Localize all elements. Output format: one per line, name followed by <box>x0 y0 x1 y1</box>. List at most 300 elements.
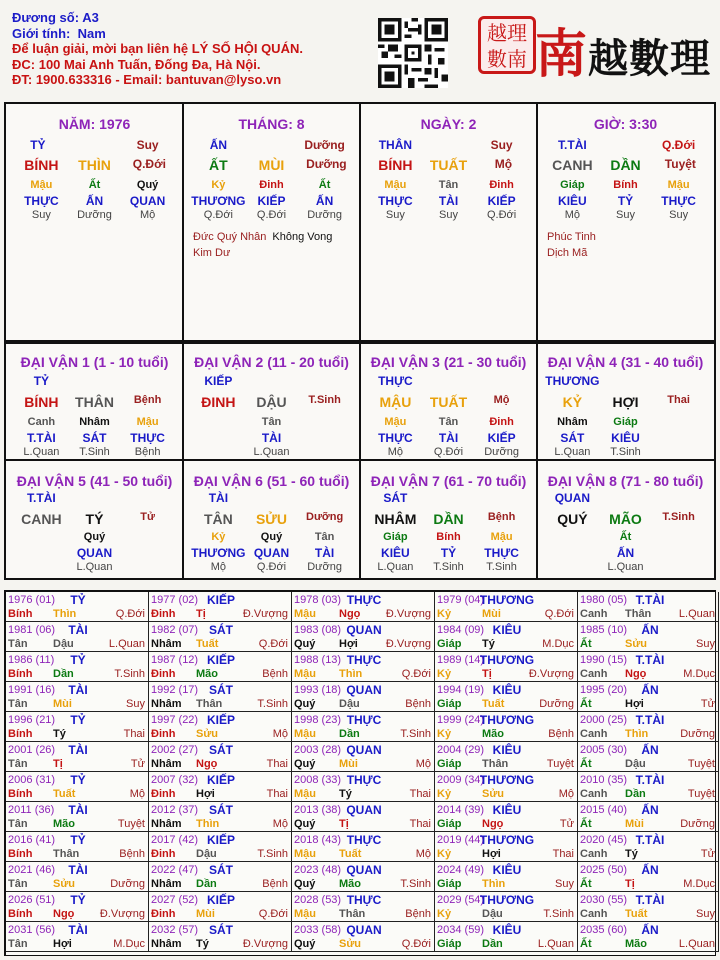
year-stem: Tân <box>8 698 28 710</box>
hidden-stem: Canh <box>27 416 56 428</box>
year-phase: L.Quan <box>678 608 715 620</box>
pillar-top-label: T.TÀI <box>558 138 587 152</box>
year-label: 1979 (04) <box>437 594 485 606</box>
year-label: 1990 (15) <box>580 654 628 666</box>
year-phase: Thai <box>266 758 288 770</box>
year-cell <box>435 682 578 712</box>
hidden-phase-row <box>6 561 183 577</box>
year-phase: Bệnh <box>262 878 288 890</box>
year-phase: Mộ <box>415 758 431 770</box>
hidden-stems-row <box>183 179 360 195</box>
year-phase: Mộ <box>272 818 288 830</box>
year-phase: Dưỡng <box>680 818 715 830</box>
year-label: 2000 (25) <box>580 714 628 726</box>
brand-logo <box>535 12 711 87</box>
year-stem: Mậu <box>294 848 316 860</box>
year-star: KIẾP <box>206 593 236 607</box>
hidden-star: SÁT <box>82 431 107 445</box>
hidden-phase: Suy <box>439 209 458 221</box>
year-label: 1992 (17) <box>151 684 199 696</box>
hidden-phase: Q.Đới <box>433 446 464 458</box>
hidden-phase: Mộ <box>139 209 156 221</box>
year-phase: Mộ <box>129 788 145 800</box>
year-star: THỰC <box>346 893 382 907</box>
dai-van-title: ĐẠI VẬN 6 (51 - 60 tuổi) <box>193 473 350 489</box>
year-star: SÁT <box>209 623 233 637</box>
year-stem: Nhâm <box>151 878 182 890</box>
year-branch: Sửu <box>482 788 505 800</box>
year-cell <box>435 712 578 742</box>
year-star: THỰC <box>346 593 382 607</box>
earthly-branch: DẬU <box>256 394 287 410</box>
dai-van-star-row <box>183 491 360 507</box>
year-stem: Quý <box>294 698 316 710</box>
branch-state: Tuyệt <box>664 157 696 171</box>
year-branch: Hợi <box>196 788 215 800</box>
year-label: 2005 (30) <box>580 744 628 756</box>
year-phase: L.Quan <box>537 938 574 950</box>
year-label: 1996 (21) <box>8 714 56 726</box>
hidden-star: THỰC <box>484 546 519 560</box>
year-cell <box>578 922 719 952</box>
year-star: ẤN <box>641 623 659 637</box>
year-branch: Ngọ <box>625 668 647 680</box>
year-star: THƯƠNG <box>479 833 535 847</box>
year-star: THỰC <box>346 713 382 727</box>
year-cell <box>292 622 435 652</box>
year-label: 2022 (47) <box>151 864 199 876</box>
pillar-extra-stars <box>547 230 596 245</box>
year-stem: Kỷ <box>437 848 452 860</box>
hidden-star: THỰC <box>378 431 413 445</box>
hidden-phase: T.Sinh <box>79 446 110 458</box>
hidden-phase-row <box>537 209 714 225</box>
year-phase: T.Sinh <box>257 848 288 860</box>
hidden-star: QUAN <box>129 194 166 208</box>
dai-van-title: ĐẠI VẬN 8 (71 - 80 tuổi) <box>547 473 704 489</box>
year-cell <box>578 652 719 682</box>
pillar-title: GIỜ: 3:30 <box>593 116 658 132</box>
year-phase: Q.Đới <box>115 608 145 620</box>
year-phase: T.Sinh <box>400 728 431 740</box>
hidden-stem: Mậu <box>384 179 407 191</box>
year-star: KIÊU <box>492 743 522 757</box>
year-phase: Đ.Vượng <box>385 608 431 620</box>
hidden-star-row <box>537 546 714 562</box>
year-star: THƯƠNG <box>479 593 535 607</box>
year-branch: Mùi <box>482 608 501 620</box>
year-phase: Tuyệt <box>117 818 145 830</box>
year-branch: Tuất <box>53 788 76 800</box>
extra-star: Dịch Mã <box>547 247 588 259</box>
year-cell <box>149 922 292 952</box>
year-cell <box>6 592 149 622</box>
hidden-star: KIẾP <box>487 194 516 208</box>
year-branch: Sửu <box>196 728 219 740</box>
hidden-stems-row <box>537 179 714 195</box>
dai-van-star-row <box>6 491 183 507</box>
year-branch: Thân <box>196 698 223 710</box>
year-stem: Giáp <box>437 818 462 830</box>
year-star: THƯƠNG <box>479 713 535 727</box>
year-star: KIẾP <box>206 713 236 727</box>
year-phase: Đ.Vượng <box>385 638 431 650</box>
year-branch: Ngọ <box>53 908 75 920</box>
year-cell <box>435 922 578 952</box>
dai-van-panel <box>4 342 716 580</box>
pillar-title: NĂM: 1976 <box>58 116 131 132</box>
year-branch: Tý <box>482 638 495 650</box>
dai-van-main-row <box>537 511 714 527</box>
year-phase: M.Dục <box>113 938 145 950</box>
hidden-star: ẤN <box>85 194 104 208</box>
year-phase: Suy <box>696 908 715 920</box>
hidden-star: KIÊU <box>611 431 640 445</box>
year-label: 1976 (01) <box>8 594 56 606</box>
year-phase: L.Quan <box>108 638 145 650</box>
year-phase: Bệnh <box>405 908 431 920</box>
seal-text: 越理數南 <box>487 21 527 71</box>
year-star: QUAN <box>346 863 382 877</box>
hidden-phase: Dưỡng <box>484 446 519 458</box>
year-phase: T.Sinh <box>543 908 574 920</box>
year-star: ẤN <box>641 683 659 697</box>
branch-phase: Bệnh <box>133 394 162 406</box>
year-phase: Đ.Vượng <box>528 668 574 680</box>
hidden-star: TỶ <box>440 546 457 560</box>
year-cell <box>292 652 435 682</box>
year-star: KIÊU <box>492 803 522 817</box>
dai-van-main-row <box>360 511 537 527</box>
extra-star: Phúc Tinh <box>547 231 596 243</box>
hidden-stems-row <box>6 179 183 195</box>
pillar-top-label: Suy <box>136 138 159 152</box>
pillar-extra-stars <box>193 246 230 261</box>
year-star: SÁT <box>209 923 233 937</box>
year-cell <box>6 682 149 712</box>
hidden-stars-row <box>6 194 183 210</box>
year-cell <box>149 772 292 802</box>
year-cell <box>292 742 435 772</box>
year-cell <box>6 712 149 742</box>
year-phase: Q.Đới <box>258 908 288 920</box>
year-stem: Bính <box>8 788 33 800</box>
year-label: 2003 (28) <box>294 744 342 756</box>
hidden-star: SÁT <box>560 431 585 445</box>
pillar-extra-stars <box>547 246 587 261</box>
year-star: QUAN <box>346 743 382 757</box>
year-stem: Bính <box>8 728 33 740</box>
year-phase: Tuyệt <box>687 758 715 770</box>
year-branch: Thìn <box>625 728 649 740</box>
year-branch: Dậu <box>625 758 646 770</box>
year-star: THƯƠNG <box>479 893 535 907</box>
year-stem: Canh <box>580 728 608 740</box>
year-label: 2019 (44) <box>437 834 485 846</box>
pillar-top-label: ẤN <box>209 138 228 152</box>
year-label: 2024 (49) <box>437 864 485 876</box>
hidden-phase: L.Quan <box>607 561 644 573</box>
hidden-star-row <box>183 431 360 447</box>
year-stem: Nhâm <box>151 818 182 830</box>
hidden-stars-row <box>537 194 714 210</box>
heavenly-stem: NHÂM <box>374 511 417 527</box>
hidden-stem: Ất <box>318 179 331 191</box>
year-phase: Mộ <box>272 728 288 740</box>
branch-phase: Thai <box>667 394 690 406</box>
dai-van-star-row <box>360 491 537 507</box>
year-label: 1980 (05) <box>580 594 628 606</box>
hidden-star: TÀI <box>438 194 459 208</box>
year-star: THƯƠNG <box>479 773 535 787</box>
year-cell <box>6 862 149 892</box>
year-branch: Mùi <box>196 908 215 920</box>
branch-phase: Tử <box>140 511 155 523</box>
hidden-stem: Ất <box>88 179 101 191</box>
year-stem: Canh <box>580 668 608 680</box>
hidden-stem: Nhâm <box>79 416 110 428</box>
year-phase: Suy <box>555 878 574 890</box>
year-branch: Dần <box>339 728 360 740</box>
heavenly-stem: QUÝ <box>557 511 588 527</box>
year-phase: Tử <box>130 758 145 770</box>
year-stem: Quý <box>294 878 316 890</box>
year-label: 2027 (52) <box>151 894 199 906</box>
address-line: ĐC: 100 Mai Anh Tuấn, Đống Đa, Hà Nội. <box>12 56 261 72</box>
year-star: T.TÀI <box>635 893 665 907</box>
year-stem: Đinh <box>151 908 176 920</box>
hidden-star: TỶ <box>617 194 634 208</box>
year-phase: Suy <box>696 638 715 650</box>
year-label: 2031 (56) <box>8 924 56 936</box>
year-cell <box>292 922 435 952</box>
year-cell <box>435 892 578 922</box>
dai-van-star: SÁT <box>383 491 408 505</box>
year-label: 2014 (39) <box>437 804 485 816</box>
pillar-column <box>537 104 714 340</box>
year-stem: Mậu <box>294 908 316 920</box>
year-label: 2004 (29) <box>437 744 485 756</box>
hidden-stem: Mậu <box>30 179 53 191</box>
year-phase: Tử <box>700 698 715 710</box>
hidden-star: KIẾP <box>487 431 516 445</box>
hidden-stem: Tân <box>261 416 282 428</box>
hidden-phase-row <box>537 446 714 462</box>
hidden-stem: Mậu <box>667 179 690 191</box>
year-stem: Quý <box>294 638 316 650</box>
pillar-top-label: Q.Đới <box>661 138 696 152</box>
year-cell <box>292 802 435 832</box>
year-cell <box>578 742 719 772</box>
hidden-stem-row <box>183 416 360 432</box>
year-label: 2001 (26) <box>8 744 56 756</box>
year-label: 1997 (22) <box>151 714 199 726</box>
year-label: 2018 (43) <box>294 834 342 846</box>
hidden-star: THƯƠNG <box>191 546 246 560</box>
dai-van-cell <box>183 463 360 580</box>
year-star: TÀI <box>68 863 88 877</box>
year-phase: Mộ <box>415 848 431 860</box>
year-branch: Tị <box>339 818 349 830</box>
hidden-stem: Mậu <box>136 416 159 428</box>
year-cell <box>292 832 435 862</box>
year-cell <box>6 622 149 652</box>
heavenly-stem: CANH <box>552 157 593 173</box>
year-branch: Thân <box>53 848 80 860</box>
hidden-star: QUAN <box>76 546 113 560</box>
year-cell <box>149 652 292 682</box>
year-branch: Mão <box>53 818 75 830</box>
year-branch: Mão <box>196 668 218 680</box>
hidden-stem: Giáp <box>613 416 638 428</box>
earthly-branch: SỬU <box>255 511 288 527</box>
year-stem: Canh <box>580 608 608 620</box>
hidden-phase: Bệnh <box>134 446 161 458</box>
brand-text: 越數理 <box>588 35 712 82</box>
earthly-branch: TUẤT <box>429 157 468 173</box>
year-stem: Ất <box>580 878 592 890</box>
year-stem: Đinh <box>151 728 176 740</box>
pillar-column <box>6 104 183 340</box>
year-label: 2007 (32) <box>151 774 199 786</box>
year-star: TỶ <box>70 653 86 667</box>
earthly-branch: HỢI <box>612 394 639 410</box>
year-phase: Đ.Vượng <box>242 938 288 950</box>
year-star: SÁT <box>209 683 233 697</box>
year-branch: Hợi <box>482 848 501 860</box>
year-phase: Dưỡng <box>539 698 574 710</box>
year-stem: Đinh <box>151 788 176 800</box>
hidden-phase: Dưỡng <box>77 209 112 221</box>
dai-van-main-row <box>183 511 360 527</box>
hidden-stem: Đinh <box>259 179 284 191</box>
year-stem: Ất <box>580 758 592 770</box>
year-branch: Mùi <box>625 818 644 830</box>
hidden-stem: Đinh <box>489 179 514 191</box>
year-stem: Tân <box>8 938 28 950</box>
branch-phase: Dưỡng <box>306 511 344 523</box>
year-branch: Tuất <box>625 908 648 920</box>
hidden-phase-row <box>6 209 183 225</box>
hidden-phase: L.Quan <box>23 446 60 458</box>
year-label: 1982 (07) <box>151 624 199 636</box>
branch-phase: T.Sinh <box>662 511 695 523</box>
year-phase: Q.Đới <box>401 668 431 680</box>
dai-van-star-row <box>183 374 360 390</box>
year-branch: Dậu <box>53 638 74 650</box>
heavenly-stem: MẬU <box>379 394 412 410</box>
year-stem: Tân <box>8 758 28 770</box>
year-label: 2033 (58) <box>294 924 342 936</box>
year-label: 1977 (02) <box>151 594 199 606</box>
hidden-star-row <box>183 546 360 562</box>
year-branch: Tị <box>196 608 206 620</box>
year-stem: Mậu <box>294 788 316 800</box>
year-branch: Mùi <box>53 698 72 710</box>
year-label: 2026 (51) <box>8 894 56 906</box>
year-label: 2017 (42) <box>151 834 199 846</box>
dai-van-cell <box>360 463 537 580</box>
year-cell <box>435 652 578 682</box>
year-label: 2025 (50) <box>580 864 628 876</box>
year-label: 1978 (03) <box>294 594 342 606</box>
year-cell <box>6 922 149 952</box>
year-phase: Mộ <box>558 788 574 800</box>
year-phase: Q.Đới <box>401 938 431 950</box>
hidden-stem: Ất <box>619 531 632 543</box>
year-branch: Tuất <box>339 848 362 860</box>
year-cell <box>6 802 149 832</box>
dai-van-main-row <box>6 394 183 410</box>
year-branch: Hợi <box>339 638 358 650</box>
year-label: 1989 (14) <box>437 654 485 666</box>
pillar-top-row <box>183 138 360 154</box>
year-star: TÀI <box>68 743 88 757</box>
dai-van-star: QUAN <box>554 491 591 505</box>
year-branch: Tý <box>53 728 66 740</box>
year-branch: Dần <box>625 788 646 800</box>
year-phase: Đ.Vượng <box>99 908 145 920</box>
year-star: KIÊU <box>492 923 522 937</box>
year-branch: Thân <box>339 908 366 920</box>
dai-van-cell <box>537 344 714 461</box>
year-label: 1986 (11) <box>8 654 55 666</box>
year-star: ẤN <box>641 923 659 937</box>
year-star: TÀI <box>68 803 88 817</box>
hidden-stem-row <box>183 531 360 547</box>
year-cell <box>435 622 578 652</box>
year-label: 2002 (27) <box>151 744 199 756</box>
hidden-star: TÀI <box>314 546 335 560</box>
year-stem: Kỷ <box>437 668 452 680</box>
year-stem: Nhâm <box>151 938 182 950</box>
pillar-main-row <box>537 157 714 173</box>
year-cell <box>149 682 292 712</box>
year-stem: Bính <box>8 848 33 860</box>
year-phase: Thai <box>409 788 431 800</box>
year-branch: Thìn <box>196 818 220 830</box>
hidden-stem: Giáp <box>560 179 585 191</box>
pillar-extra-stars <box>193 230 332 245</box>
hidden-stem-row <box>6 416 183 432</box>
year-phase: M.Dục <box>542 638 574 650</box>
hidden-phase: L.Quan <box>377 561 414 573</box>
year-star: KIẾP <box>206 773 236 787</box>
year-star: TỶ <box>70 893 86 907</box>
branch-phase: T.Sinh <box>308 394 341 406</box>
extra-star: Đức Quý Nhân <box>193 231 267 243</box>
year-label: 2013 (38) <box>294 804 342 816</box>
year-label: 2011 (36) <box>8 804 55 816</box>
hidden-phase: Mộ <box>210 561 227 573</box>
hidden-star: THỰC <box>24 194 59 208</box>
year-phase: M.Dục <box>683 878 715 890</box>
pillar-main-row <box>183 157 360 173</box>
year-branch: Mão <box>482 728 504 740</box>
hidden-phase: L.Quan <box>554 446 591 458</box>
year-phase: Tuyệt <box>687 788 715 800</box>
year-branch: Dậu <box>339 698 360 710</box>
year-phase: Q.Đới <box>544 608 574 620</box>
hidden-phase-row <box>6 446 183 462</box>
dai-van-main-row <box>537 394 714 410</box>
year-star: KIẾP <box>206 653 236 667</box>
hidden-stem: Nhâm <box>557 416 588 428</box>
year-branch: Tị <box>625 878 635 890</box>
hidden-stars-row <box>183 194 360 210</box>
branch-state: Dưỡng <box>306 157 347 171</box>
dai-van-cell <box>6 463 183 580</box>
